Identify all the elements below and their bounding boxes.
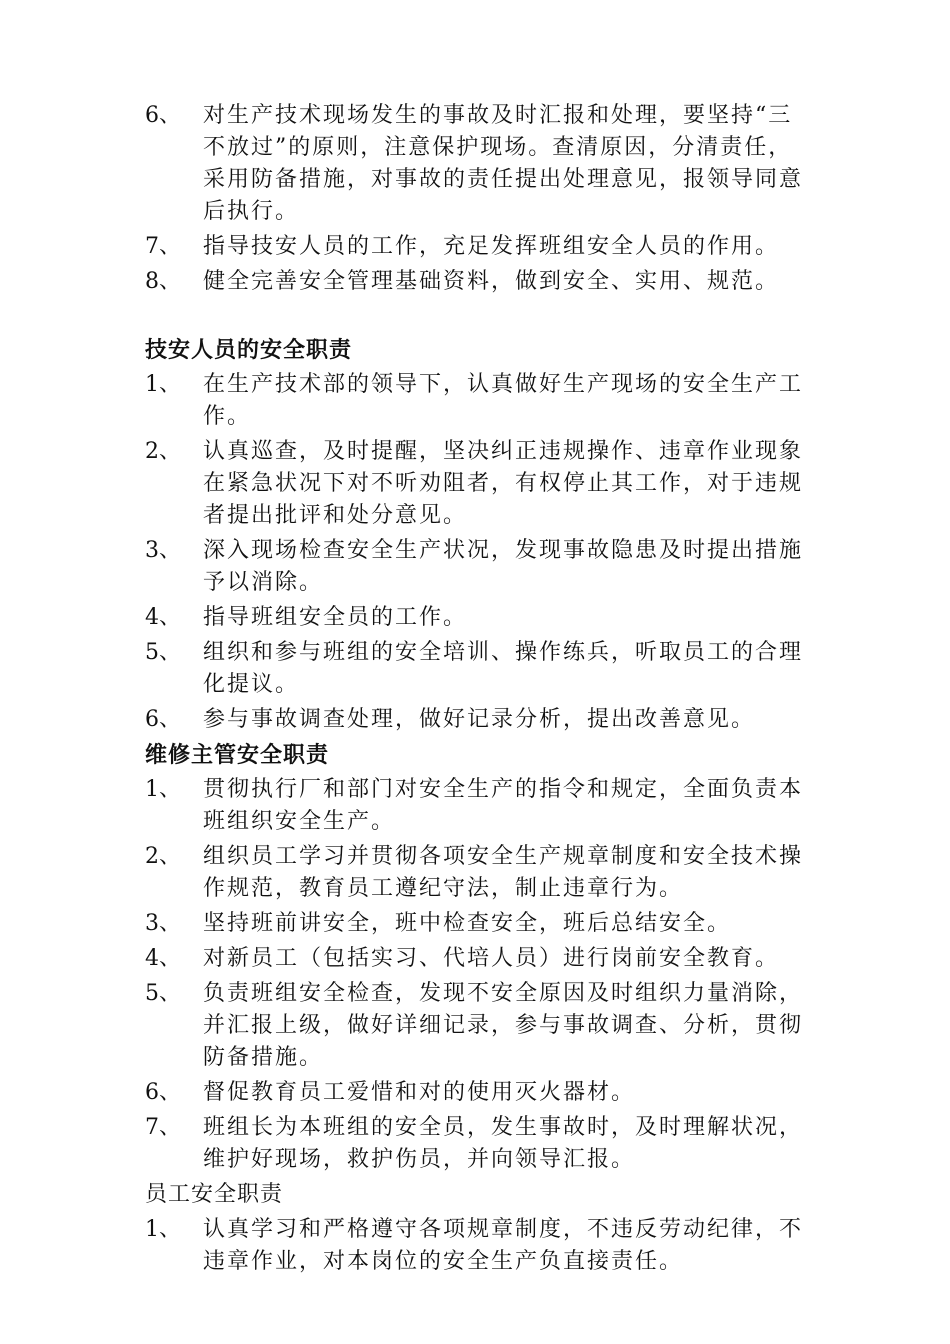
list-item — [145, 231, 810, 263]
section-safety-technician — [145, 334, 810, 736]
list-number: 4、 — [145, 605, 181, 630]
list-item — [145, 908, 810, 940]
list-item — [145, 436, 810, 532]
list-item — [145, 369, 810, 433]
list-item — [145, 637, 810, 701]
list-item — [145, 266, 810, 298]
list-item — [145, 602, 810, 634]
list-number: 1、 — [145, 1217, 181, 1242]
list-number: 8、 — [145, 269, 181, 294]
list-number: 7、 — [145, 1115, 181, 1140]
list-text: 参与事故调查处理，做好记录分析，提出改善意见。 — [203, 707, 756, 732]
spacer — [145, 301, 810, 331]
list-number: 5、 — [145, 640, 181, 665]
list-number: 1、 — [145, 372, 181, 397]
list-item — [145, 100, 810, 228]
list-number: 6、 — [145, 103, 181, 128]
list-number: 6、 — [145, 1080, 181, 1105]
section-employee — [145, 1179, 810, 1278]
list-text: 班组长为本班组的安全员，发生事故时，及时理解状况，维护好现场，救护伤员，并向领导汇报。 — [203, 1115, 804, 1172]
document-body — [145, 100, 810, 1281]
section-maintenance-supervisor — [145, 739, 810, 1176]
list-text: 组织和参与班组的安全培训、操作练兵，听取员工的合理化提议。 — [203, 640, 804, 697]
list-item — [145, 535, 810, 599]
list-text: 对生产技术现场发生的事故及时汇报和处理，要坚持“三不放过”的原则，注意保护现场。查清原因，分清责任，采用防备措施，对事故的责任提出处理意见，报领导同意后执行。 — [203, 103, 804, 224]
list-text: 深入现场检查安全生产状况，发现事故隐患及时提出措施予以消除。 — [203, 538, 804, 595]
list-item — [145, 1112, 810, 1176]
list-item — [145, 774, 810, 838]
list-text: 坚持班前讲安全，班中检查安全，班后总结安全。 — [203, 911, 732, 936]
list-item — [145, 943, 810, 975]
list-text: 健全完善安全管理基础资料，做到安全、实用、规范。 — [203, 269, 780, 294]
list-text: 认真学习和严格遵守各项规章制度，不违反劳动纪律，不违章作业，对本岗位的安全生产负直接责任。 — [203, 1217, 804, 1274]
list-text: 组织员工学习并贯彻各项安全生产规章制度和安全技术操作规范，教育员工遵纪守法，制止违章行为。 — [203, 844, 804, 901]
list-number: 6、 — [145, 707, 181, 732]
list-number: 4、 — [145, 946, 181, 971]
section-heading: 维修主管安全职责 — [145, 742, 330, 768]
list-continued — [145, 100, 810, 298]
list-number: 7、 — [145, 234, 181, 259]
list-number: 1、 — [145, 777, 181, 802]
list-item — [145, 704, 810, 736]
list-item — [145, 978, 810, 1074]
list-item — [145, 841, 810, 905]
list-text: 认真巡查，及时提醒，坚决纠正违规操作、违章作业现象在紧急状况下对不听劝阻者，有权停止其工作，对于违规者提出批评和处分意见。 — [203, 439, 804, 528]
list-text: 在生产技术部的领导下，认真做好生产现场的安全生产工作。 — [203, 372, 804, 429]
list-text: 对新员工（包括实习、代培人员）进行岗前安全教育。 — [203, 946, 780, 971]
list-text: 贯彻执行厂和部门对安全生产的指令和规定，全面负责本班组织安全生产。 — [203, 777, 804, 834]
list-text: 指导技安人员的工作，充足发挥班组安全人员的作用。 — [203, 234, 780, 259]
list-text: 督促教育员工爱惜和对的使用灭火器材。 — [203, 1080, 636, 1105]
list-number: 2、 — [145, 439, 181, 464]
list-item — [145, 1214, 810, 1278]
list-number: 5、 — [145, 981, 181, 1006]
section-heading: 技安人员的安全职责 — [145, 337, 353, 363]
list-text: 指导班组安全员的工作。 — [203, 605, 468, 630]
list-number: 2、 — [145, 844, 181, 869]
list-number: 3、 — [145, 538, 181, 563]
list-text: 负责班组安全检查，发现不安全原因及时组织力量消除，并汇报上级，做好详细记录，参与事故调查、分析，贯彻防备措施。 — [203, 981, 804, 1070]
list-number: 3、 — [145, 911, 181, 936]
section-heading: 员工安全职责 — [145, 1182, 284, 1207]
list-item — [145, 1077, 810, 1109]
